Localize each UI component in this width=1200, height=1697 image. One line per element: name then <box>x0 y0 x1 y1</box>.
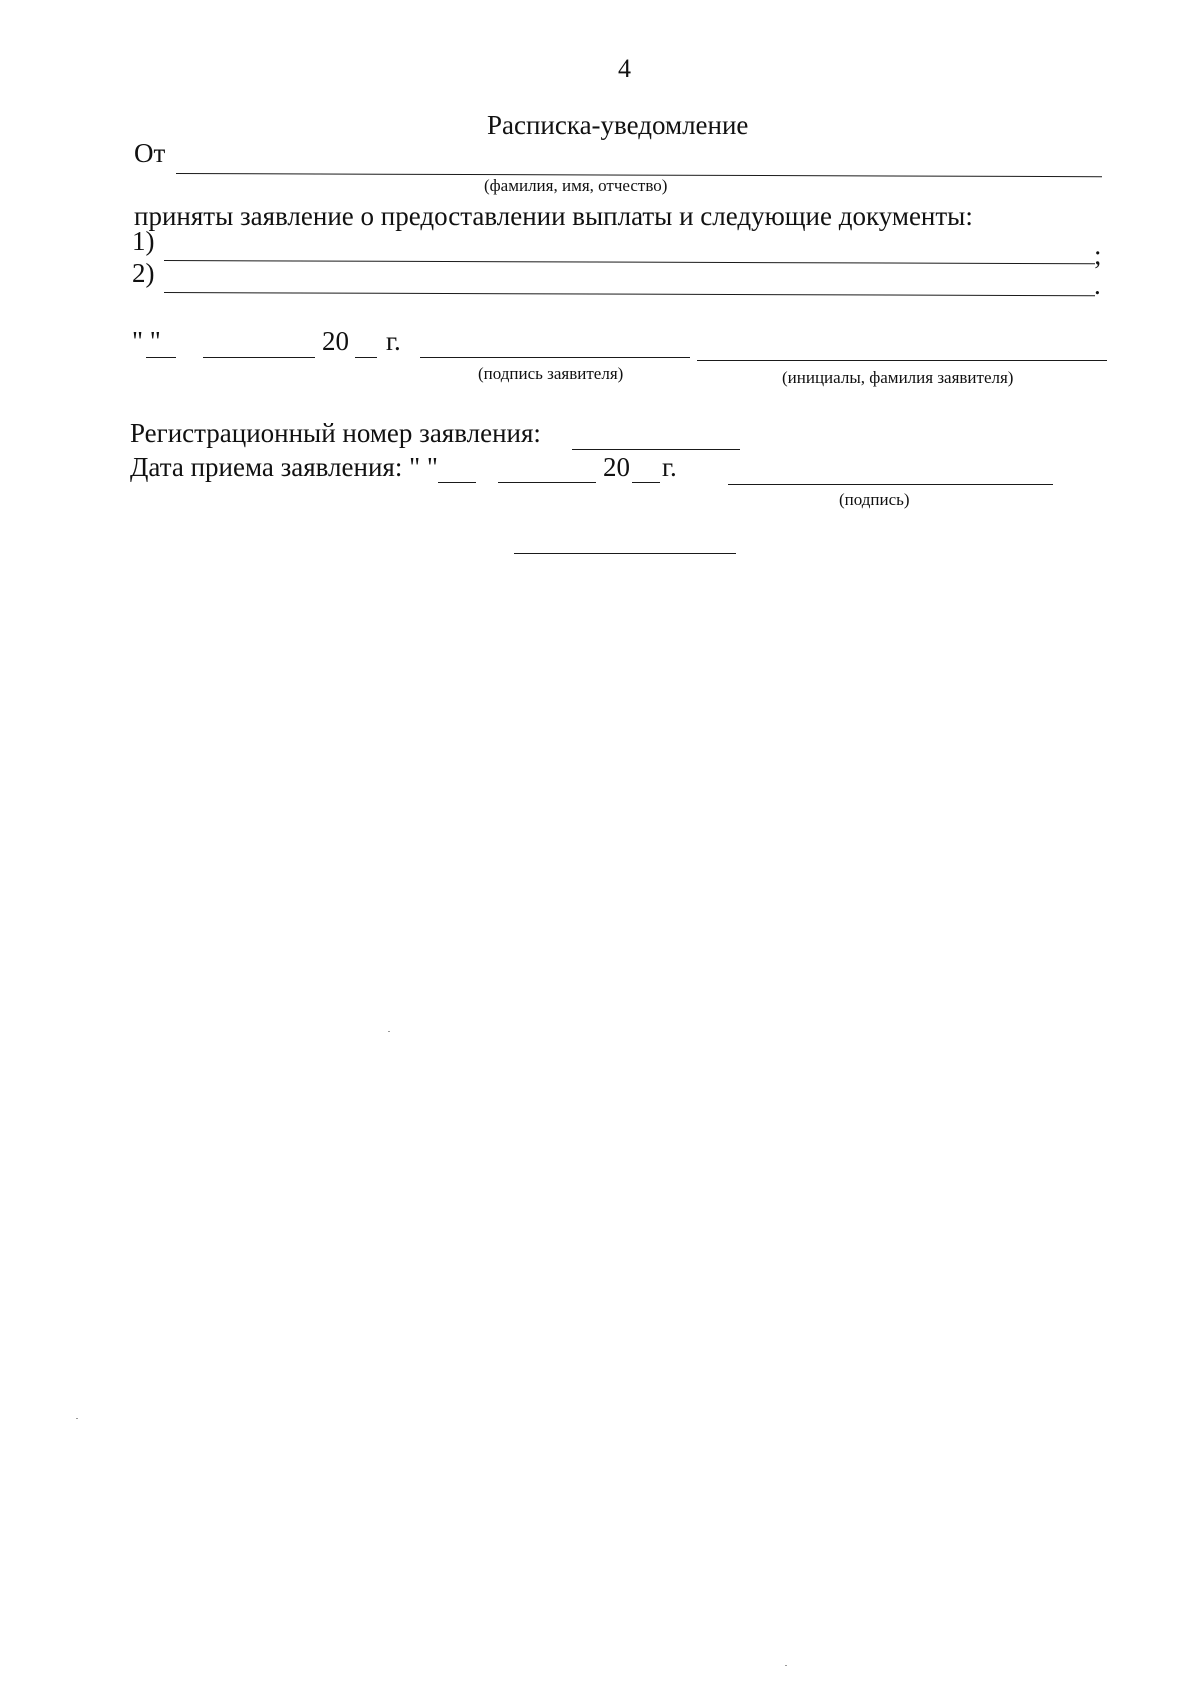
applicant-date-year-prefix: 20 <box>322 326 349 356</box>
document-item-1-label: 1) <box>132 226 155 256</box>
scan-speck <box>76 1418 78 1419</box>
receipt-date-month-line[interactable] <box>498 482 596 483</box>
applicant-date-year-suffix: г. <box>386 326 401 356</box>
applicant-date-day-line[interactable] <box>146 357 176 358</box>
applicant-signature-line[interactable] <box>420 357 690 358</box>
applicant-name-line[interactable] <box>697 360 1107 361</box>
applicant-date-year-line[interactable] <box>355 357 377 358</box>
document-item-2-line[interactable] <box>164 292 1095 296</box>
fio-caption: (фамилия, имя, отчество) <box>484 176 668 195</box>
receipt-date-year-suffix: г. <box>662 452 677 482</box>
registration-number-label: Регистрационный номер заявления: <box>130 418 541 448</box>
scan-speck <box>785 1665 787 1666</box>
document-title: Расписка-уведомление <box>487 110 749 140</box>
from-label: От <box>134 138 166 168</box>
page-number: 4 <box>618 54 631 83</box>
document-item-1-end: ; <box>1094 240 1102 270</box>
applicant-date-quotes: " " <box>132 326 161 356</box>
document-item-2-label: 2) <box>132 258 155 288</box>
receipt-signature-line[interactable] <box>728 484 1053 485</box>
receipt-date-year-prefix: 20 <box>603 452 630 482</box>
scan-speck <box>388 1031 390 1032</box>
name-caption: (инициалы, фамилия заявителя) <box>782 368 1014 387</box>
receipt-date-day-line[interactable] <box>438 482 476 483</box>
end-rule <box>514 553 736 554</box>
receipt-date-label: Дата приема заявления: " " <box>130 452 438 482</box>
applicant-date-month-line[interactable] <box>203 357 315 358</box>
accepted-documents-text: приняты заявление о предоставлении выплаты и следующие документы: <box>134 201 973 231</box>
signature-caption: (подпись заявителя) <box>478 364 624 383</box>
receipt-date-year-line[interactable] <box>632 482 660 483</box>
document-item-2-end: . <box>1094 270 1101 300</box>
registration-number-line[interactable] <box>572 449 740 450</box>
document-item-1-line[interactable] <box>164 260 1095 264</box>
receipt-signature-caption: (подпись) <box>839 490 910 509</box>
